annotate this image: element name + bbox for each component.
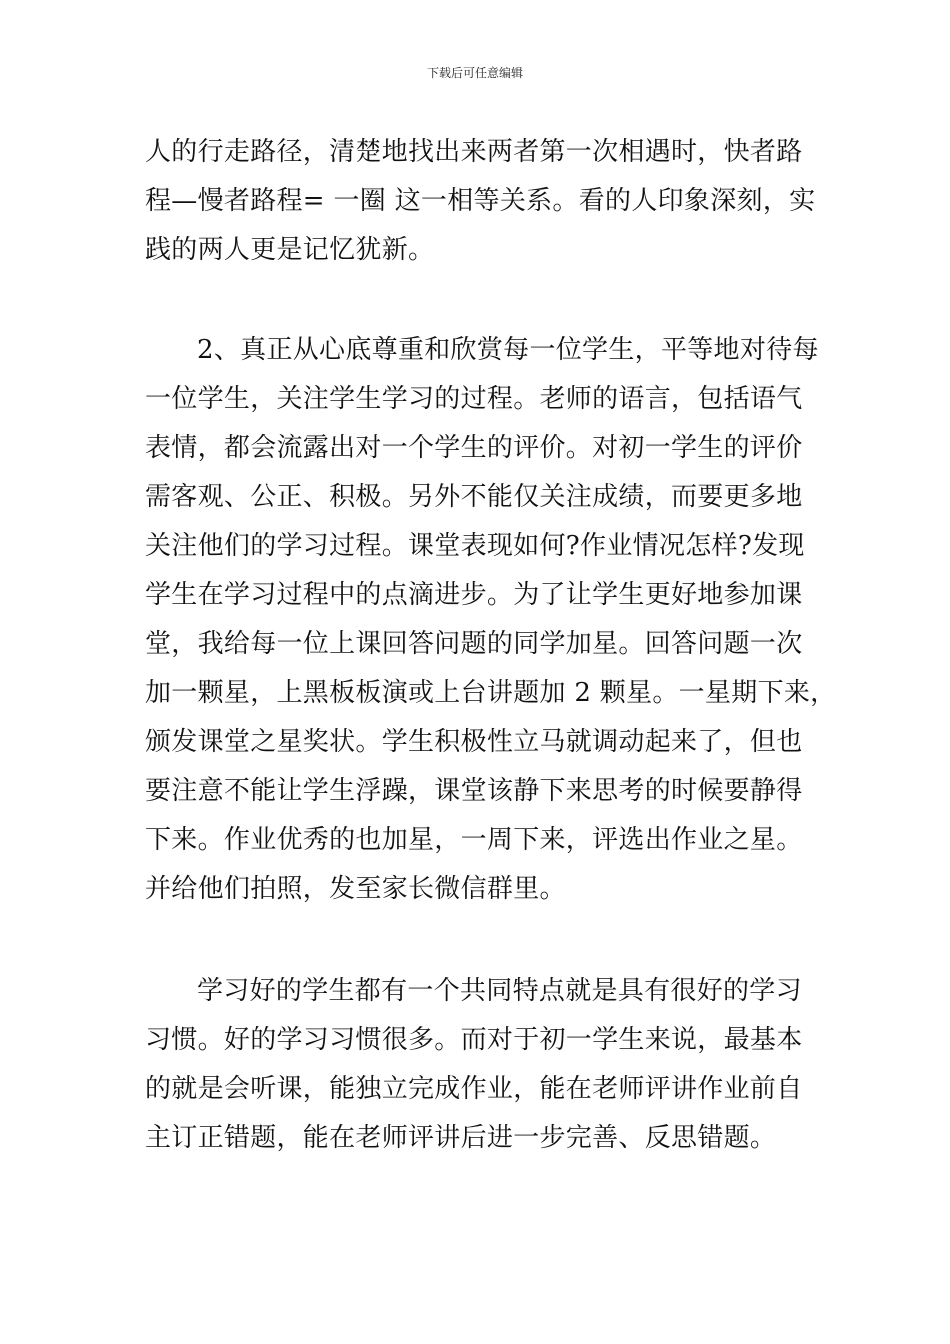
text-line: 程—慢者路程= 一圈 这一相等关系。看的人印象深刻，实 (145, 186, 816, 216)
text-line: 要注意不能让学生浮躁，课堂该静下来思考的时候要静得 (145, 776, 803, 806)
paragraph-3 (145, 967, 810, 1163)
page-header: 下载后可任意编辑 (426, 66, 523, 80)
text-line: 表情，都会流露出对一个学生的评价。对初一学生的评价 (145, 433, 803, 463)
text-line: 习惯。好的学习习惯很多。而对于初一学生来说，最基本 (145, 1025, 803, 1055)
text-line: 的就是会听课，能独立完成作业，能在老师评讲作业前自 (145, 1074, 803, 1104)
paragraph-1 (145, 128, 816, 275)
text-line: 学习好的学生都有一个共同特点就是具有很好的学习 (197, 976, 802, 1006)
text-line: 人的行走路径，清楚地找出来两者第一次相遇时，快者路 (145, 137, 803, 167)
text-line: 堂，我给每一位上课回答问题的同学加星。回答问题一次 (145, 629, 803, 659)
text-line: 主订正错题，能在老师评讲后进一步完善、反思错题。 (145, 1123, 777, 1153)
text-line: 践的两人更是记忆犹新。 (145, 235, 435, 265)
text-line: 2、真正从心底尊重和欣赏每一位学生，平等地对待每 (197, 335, 819, 365)
text-line: 加一颗星，上黑板板演或上台讲题加 2 颗星。一星期下来， (145, 678, 837, 708)
text-line: 颁发课堂之星奖状。学生积极性立马就调动起来了，但也 (145, 727, 803, 757)
text-line: 一位学生，关注学生学习的过程。老师的语言，包括语气 (145, 384, 803, 414)
text-line: 下来。作业优秀的也加星，一周下来，评选出作业之星。 (145, 825, 803, 855)
text-line: 需客观、公正、积极。另外不能仅关注成绩，而要更多地 (145, 482, 803, 512)
text-line: 关注他们的学习过程。课堂表现如何?作业情况怎样?发现 (145, 531, 805, 561)
text-line: 学生在学习过程中的点滴进步。为了让学生更好地参加课 (145, 580, 803, 610)
paragraph-2 (145, 326, 837, 914)
text-line: 并给他们拍照，发至家长微信群里。 (145, 874, 566, 904)
